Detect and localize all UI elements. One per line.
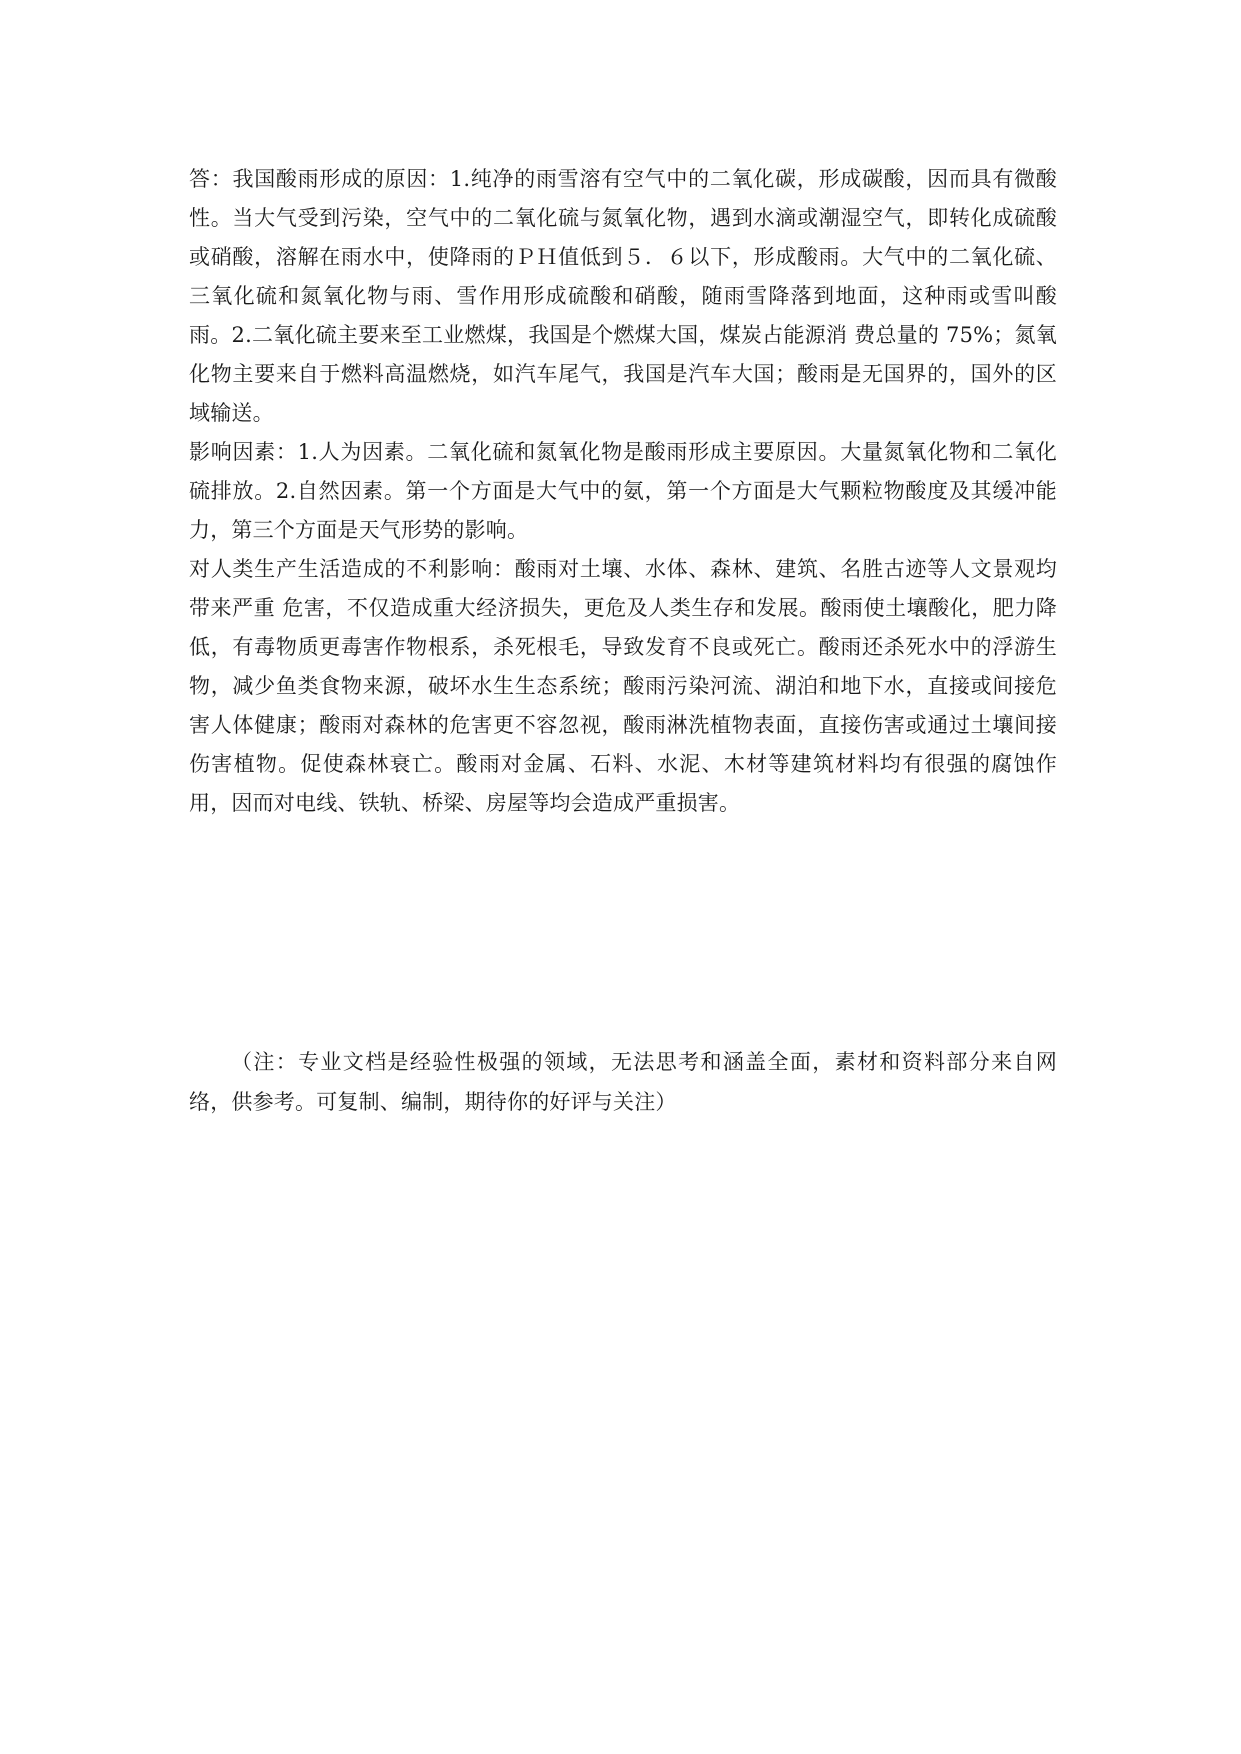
document-body bbox=[189, 160, 1057, 823]
adverse-effects-paragraph: 对人类生产生活造成的不利影响：酸雨对土壤、水体、森林、建筑、名胜古迹等人文景观均带来严重 危害，不仅造成重大经济损失，更危及人类生存和发展。酸雨使土壤酸化，肥力降低，有毒物质更毒害作物根系，杀死根毛，导致发育不良或死亡。酸雨还杀死水中的浮游生物，减少鱼类食物来源，破坏水生生态系统；酸雨污染河流、湖泊和地下水，直接或间接危害人体健康；酸雨对森林的危害更不容忽视，酸雨淋洗植物表面，直接伤害或通过土壤间接伤害植物。促使森林衰亡。酸雨对金属、石料、水泥、木材等建筑材料均有很强的腐蚀作用，因而对电线、铁轨、桥梁、房屋等均会造成严重损害。 bbox=[189, 557, 1057, 815]
answer-paragraph: 答：我国酸雨形成的原因：1.纯净的雨雪溶有空气中的二氧化碳，形成碳酸，因而具有微酸 性。当大气受到污染，空气中的二氧化硫与氮氧化物，遇到水滴或潮湿空气，即转化成硫酸或硝酸，溶解在雨水中，使降雨的ＰＨ值低到５．６以下，形成酸雨。大气中的二氧化硫、三氧化硫和氮氧化物与雨、雪作用形成硫酸和硝酸，随雨雪降落到地面，这种雨或雪叫酸雨。2.二氧化硫主要来至工业燃煤，我国是个燃煤大国，煤炭占能源消 费总量的 75%；氮氧化物主要来自于燃料高温燃烧，如汽车尾气，我国是汽车大国；酸雨是无国界的，国外的区域输送。 bbox=[189, 167, 1057, 425]
footnote: （注：专业文档是经验性极强的领域，无法思考和涵盖全面，素材和资料部分来自网络，供参考。可复制、编制，期待你的好评与关注） bbox=[189, 1050, 1057, 1114]
influencing-factors-paragraph: 影响因素：1.人为因素。二氧化硫和氮氧化物是酸雨形成主要原因。大量氮氧化物和二氧化硫排放。2.自然因素。第一个方面是大气中的氨，第一个方面是大气颗粒物酸度及其缓冲能力，第三个方面是天气形势的影响。 bbox=[189, 440, 1057, 542]
